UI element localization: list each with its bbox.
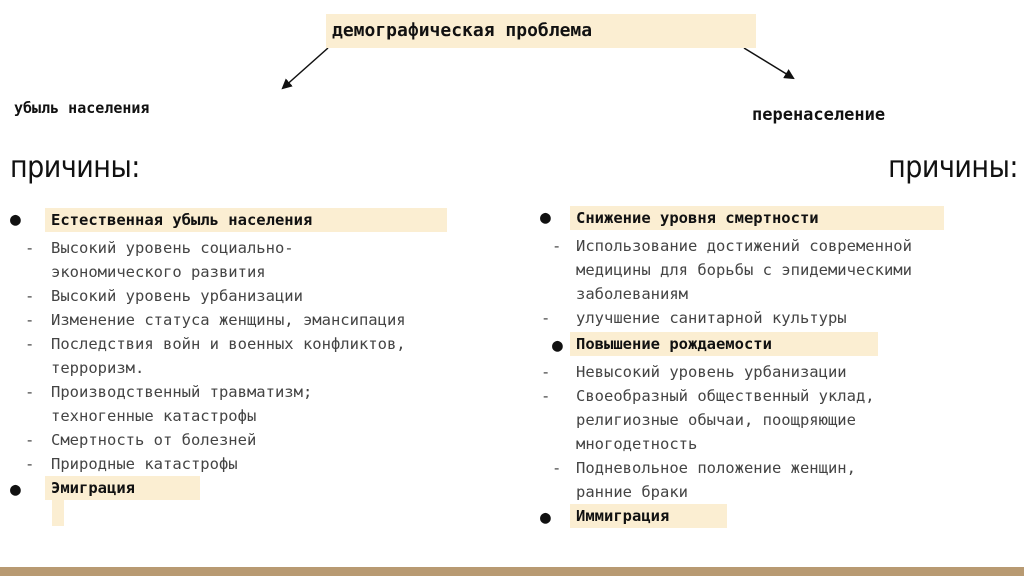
list-item: Подневольное положение женщин, bbox=[576, 459, 856, 477]
right-bullet-birth-rate: Повышение рождаемости bbox=[570, 332, 878, 356]
list-item: Последствия войн и военных конфликтов, bbox=[51, 335, 406, 353]
dash-marker: - bbox=[541, 387, 551, 405]
dash-marker: - bbox=[25, 383, 35, 401]
bullet-icon: ● bbox=[552, 335, 563, 356]
list-item: медицины для борьбы с эпидемическими bbox=[576, 261, 912, 279]
list-item: Изменение статуса женщины, эмансипация bbox=[51, 311, 406, 329]
list-item: Своеобразный общественный уклад, bbox=[576, 387, 875, 405]
list-item: заболеваниям bbox=[576, 285, 688, 303]
list-item: Высокий уровень урбанизации bbox=[51, 287, 303, 305]
dash-marker: - bbox=[25, 431, 35, 449]
bullet-icon: ● bbox=[540, 507, 551, 528]
list-item: Производственный травматизм; bbox=[51, 383, 313, 401]
dash-marker: - bbox=[25, 287, 35, 305]
list-item: терроризм. bbox=[51, 359, 145, 377]
dash-marker: - bbox=[541, 309, 551, 327]
dash-marker: - bbox=[552, 237, 562, 255]
list-item: улучшение санитарной культуры bbox=[576, 309, 847, 327]
bullet-icon: ● bbox=[10, 209, 21, 230]
right-subtitle: перенаселение bbox=[752, 105, 886, 125]
dash-marker: - bbox=[25, 311, 35, 329]
left-bullet-natural-decline: Естественная убыль населения bbox=[45, 208, 447, 232]
list-item: Высокий уровень социально- bbox=[51, 239, 294, 257]
list-item: экономического развития bbox=[51, 263, 266, 281]
left-bullet-emigration: Эмиграция bbox=[45, 476, 200, 500]
right-bullet-mortality-decline: Снижение уровня смертности bbox=[570, 206, 944, 230]
bottom-border bbox=[0, 567, 1024, 576]
right-heading: причины: bbox=[888, 150, 1018, 185]
list-item: Смертность от болезней bbox=[51, 431, 257, 449]
list-item: Невысокий уровень урбанизации bbox=[576, 363, 847, 381]
list-item: техногенные катастрофы bbox=[51, 407, 257, 425]
dash-marker: - bbox=[25, 239, 35, 257]
list-item: религиозные обычаи, поощряющие bbox=[576, 411, 856, 429]
dash-marker: - bbox=[25, 455, 35, 473]
list-item: ранние браки bbox=[576, 483, 688, 501]
dash-marker: - bbox=[552, 459, 562, 477]
left-heading: причины: bbox=[10, 150, 140, 185]
page-title: демографическая проблема bbox=[326, 14, 756, 48]
right-bullet-immigration: Иммиграция bbox=[570, 504, 727, 528]
bullet-icon: ● bbox=[10, 479, 21, 500]
list-item: Использование достижений современной bbox=[576, 237, 912, 255]
left-subtitle: убыль населения bbox=[14, 99, 150, 117]
list-item: многодетность bbox=[576, 435, 698, 453]
list-item: Природные катастрофы bbox=[51, 455, 238, 473]
bullet-icon: ● bbox=[540, 207, 551, 228]
dash-marker: - bbox=[25, 335, 35, 353]
dash-marker: - bbox=[541, 363, 551, 381]
